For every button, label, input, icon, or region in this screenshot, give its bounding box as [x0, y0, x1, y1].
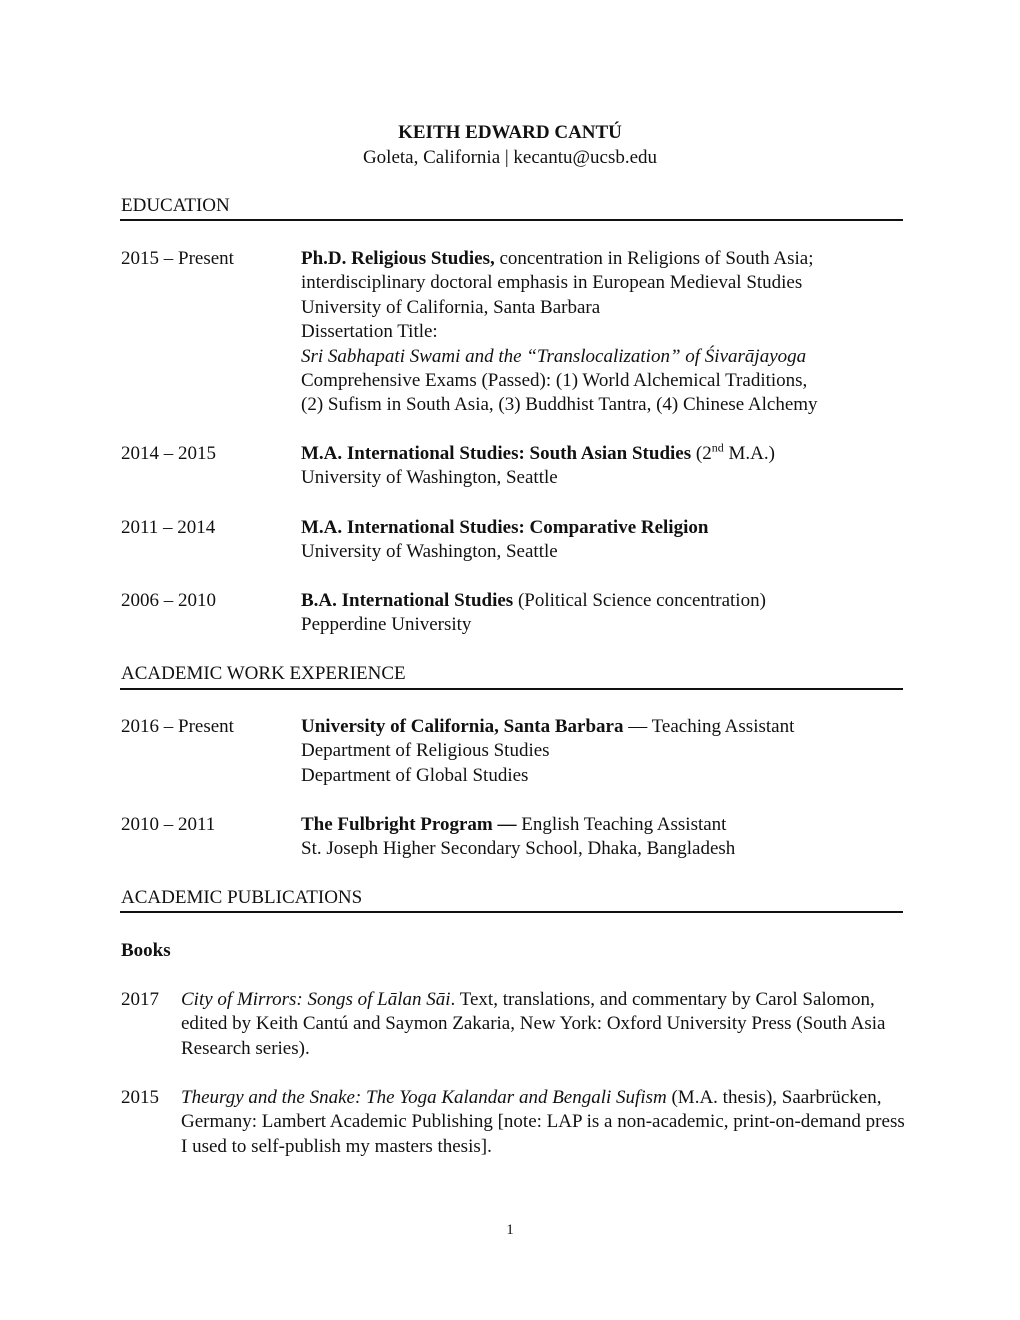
education-heading: EDUCATION	[121, 195, 230, 216]
book-title: City of Mirrors: Songs of Lālan Sāi	[181, 989, 451, 1010]
book-details: . Text, translations, and commentary by Carol Salomon, edited by Keith Cantú and Saymon Zakaria, New York: Oxford University Press (South Asia Research series).	[181, 989, 886, 1059]
publications-heading: ACADEMIC PUBLICATIONS	[121, 887, 363, 908]
exams: Comprehensive Exams (Passed): (1) World Alchemical Traditions,	[301, 370, 808, 392]
institution: University of California, Santa Barbara	[301, 296, 601, 318]
degree: M.A. International Studies: Comparative Religion	[301, 517, 709, 538]
section-divider	[120, 219, 903, 221]
institution: University of Washington, Seattle	[301, 541, 558, 563]
degree: M.A. International Studies: South Asian Studies	[301, 443, 692, 464]
entry-date: 2015 – Present	[121, 248, 234, 269]
degree: Ph.D. Religious Studies,	[301, 248, 495, 269]
publication-entry	[181, 1086, 905, 1159]
ordinal-suffix: nd	[711, 440, 724, 455]
dissertation-label: Dissertation Title:	[301, 321, 438, 343]
book-title: Theurgy and the Snake: The Yoga Kalandar and Bengali Sufism	[181, 1087, 667, 1108]
degree: B.A. International Studies	[301, 590, 514, 611]
degree-detail: M.A.)	[723, 443, 775, 464]
school: St. Joseph Higher Secondary School, Dhaka, Bangladesh	[301, 838, 736, 860]
section-divider	[120, 911, 903, 913]
cv-name	[0, 121, 1020, 145]
entry-date: 2014 – 2015	[121, 443, 216, 464]
exams-continued: (2) Sufism in South Asia, (3) Buddhist Tantra, (4) Chinese Alchemy	[301, 394, 818, 416]
degree-detail: concentration in Religions of South Asia;	[494, 248, 814, 269]
institution: Pepperdine University	[301, 614, 472, 636]
institution: University of Washington, Seattle	[301, 467, 558, 489]
education-entry-ma2	[301, 442, 911, 491]
education-entry-ba	[301, 589, 911, 638]
emphasis: interdisciplinary doctoral emphasis in European Medieval Studies	[301, 272, 803, 294]
books-heading-text: Books	[121, 940, 171, 961]
work-entry-ucsb	[301, 715, 911, 788]
publication-year: 2015	[121, 1087, 159, 1108]
book-details: (M.A. thesis), Saarbrücken, Germany: Lambert Academic Publishing [note: LAP is a non-academic, print-on-demand press I used to self-publish my masters thesis].	[181, 1087, 905, 1157]
organization: University of California, Santa Barbara	[301, 716, 624, 737]
name-text: KEITH EDWARD CANTÚ	[398, 122, 622, 143]
entry-date: 2011 – 2014	[121, 517, 216, 538]
publication-entry	[181, 988, 905, 1061]
degree-detail: (2	[691, 443, 712, 464]
dissertation-title: Sri Sabhapati Swami and the “Translocalization” of Śivarājayoga	[301, 345, 807, 367]
section-divider	[120, 688, 903, 690]
entry-date: 2006 – 2010	[121, 590, 216, 611]
contact-line: Goleta, California | kecantu@ucsb.edu	[362, 147, 658, 168]
role: — Teaching Assistant	[623, 716, 795, 737]
education-entry-ma1	[301, 516, 911, 565]
work-entry-fulbright	[301, 813, 911, 862]
entry-date: 2016 – Present	[121, 716, 234, 737]
role: English Teaching Assistant	[516, 814, 727, 835]
department: Department of Global Studies	[301, 764, 529, 786]
entry-date: 2010 – 2011	[121, 814, 216, 835]
books-heading	[121, 939, 171, 963]
work-heading: ACADEMIC WORK EXPERIENCE	[121, 663, 406, 684]
organization: The Fulbright Program —	[301, 814, 517, 835]
publication-year: 2017	[121, 989, 159, 1010]
education-entry-phd	[301, 247, 911, 418]
degree-detail: (Political Science concentration)	[513, 590, 766, 611]
department: Department of Religious Studies	[301, 740, 550, 762]
page-number: 1	[506, 1222, 514, 1238]
